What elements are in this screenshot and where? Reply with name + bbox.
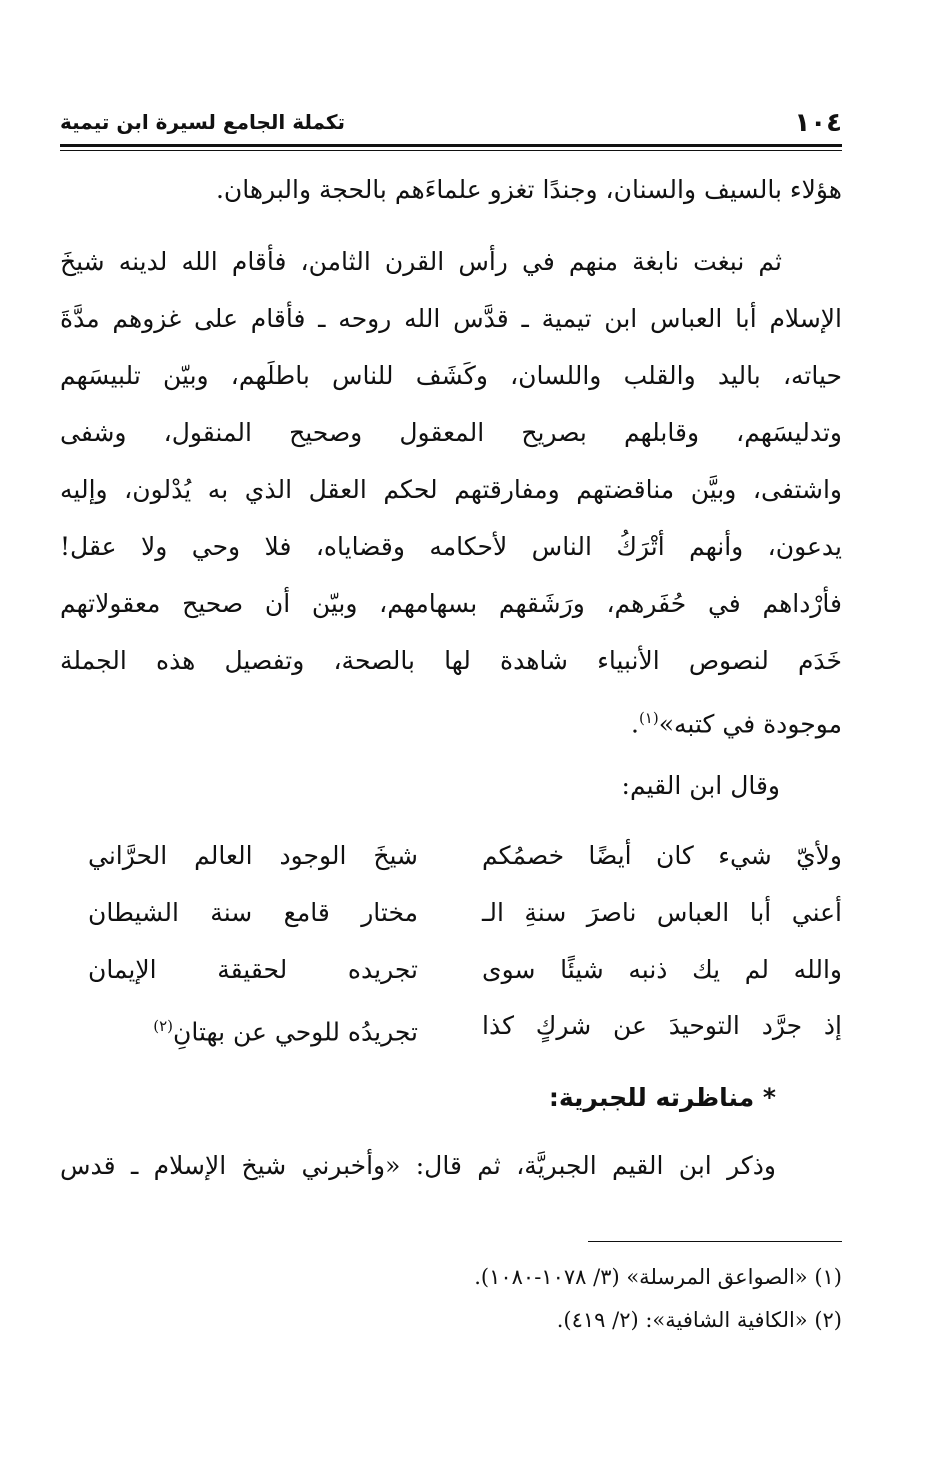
verse-last-text: تجريدُه للوحي عن بهتانِ <box>173 1017 418 1047</box>
paragraph-line: الإسلام أبا العباس ابن تيمية ـ قدَّس الله روحه ـ فأقام على غزوهم مدَّةَ <box>60 304 842 333</box>
verse-hemistich-left-last <box>88 1008 418 1050</box>
paragraph-line: فأرْداهم في حُفَرهم، ورَشَقهم بسهامهم، وبيّن أن صحيح معقولاتهم <box>60 589 842 618</box>
running-title: تكملة الجامع لسيرة ابن تيمية <box>60 110 346 134</box>
paragraph-line: وتدليسَهم، وقابلهم بصريح المعقول وصحيح المنقول، وشفى <box>60 418 842 447</box>
poem-intro: وقال ابن القيم: <box>621 771 780 800</box>
verse-hemistich-right: أعني أبا العباس ناصرَ سنةِ الـ <box>482 898 842 927</box>
paragraph-line: حياته، باليد والقلب واللسان، وكَشَف للناس باطلَهم، وبيّن تلبيسَهم <box>60 361 842 390</box>
verse-hemistich-left: مختار قامع سنة الشيطان <box>88 898 418 927</box>
footnote-1: (١) «الصواعق المرسلة» (٣/ ١٠٧٨-١٠٨٠). <box>474 1265 842 1289</box>
body-last-line: وذكر ابن القيم الجبريَّة، ثم قال: «وأخبرني شيخ الإسلام ـ قدس <box>60 1151 776 1180</box>
verse-hemistich-left: تجريده لحقيقة الإيمان <box>88 955 418 984</box>
footnote-ref-2: (٢) <box>153 1017 174 1035</box>
paragraph-line: يدعون، وأنهم أتْرَكُ الناس لأحكامه وقضاياه، فلا وحي ولا عقل! <box>60 532 842 561</box>
verse-hemistich-left: شيخَ الوجود العالم الحرَّاني <box>88 841 418 870</box>
paragraph-line: ثم نبغت نابغة منهم في رأس القرن الثامن، فأقام الله لدينه شيخَ <box>60 247 782 276</box>
header-rule-thin <box>60 150 842 151</box>
verse-hemistich-right: إذ جرَّد التوحيدَ عن شركٍ كذا <box>482 1011 842 1040</box>
paragraph-last-text: موجودة في كتبه» <box>658 709 842 739</box>
section-heading: * مناظرته للجبرية: <box>548 1083 776 1112</box>
footnote-2: (٢) «الكافية الشافية»: (٢/ ٤١٩). <box>556 1308 842 1332</box>
footnote-divider <box>588 1241 842 1242</box>
paragraph-line: واشتفى، وبيَّن مناقضتهم ومفارقتهم لحكم العقل الذي به يُدْلون، وإليه <box>60 475 842 504</box>
page-number: ١٠٤ <box>794 108 842 138</box>
header-rule-thick <box>60 144 842 147</box>
verse-hemistich-right: ولأيّ شيء كان أيضًا خصمُكم <box>482 841 842 870</box>
footnote-ref-1: (١) <box>638 709 659 727</box>
verse-hemistich-right: والله لم يك ذنبه شيئًا سوى <box>482 955 842 984</box>
paragraph-line: خَدَم لنصوص الأنبياء شاهدة لها بالصحة، وتفصيل هذه الجملة <box>60 646 842 675</box>
page-header <box>60 108 842 142</box>
paragraph-last-line <box>60 700 842 742</box>
paragraph-end: . <box>630 709 639 739</box>
body-line-1: هؤلاء بالسيف والسنان، وجندًا تغزو علماءَهم بالحجة والبرهان. <box>215 175 842 204</box>
